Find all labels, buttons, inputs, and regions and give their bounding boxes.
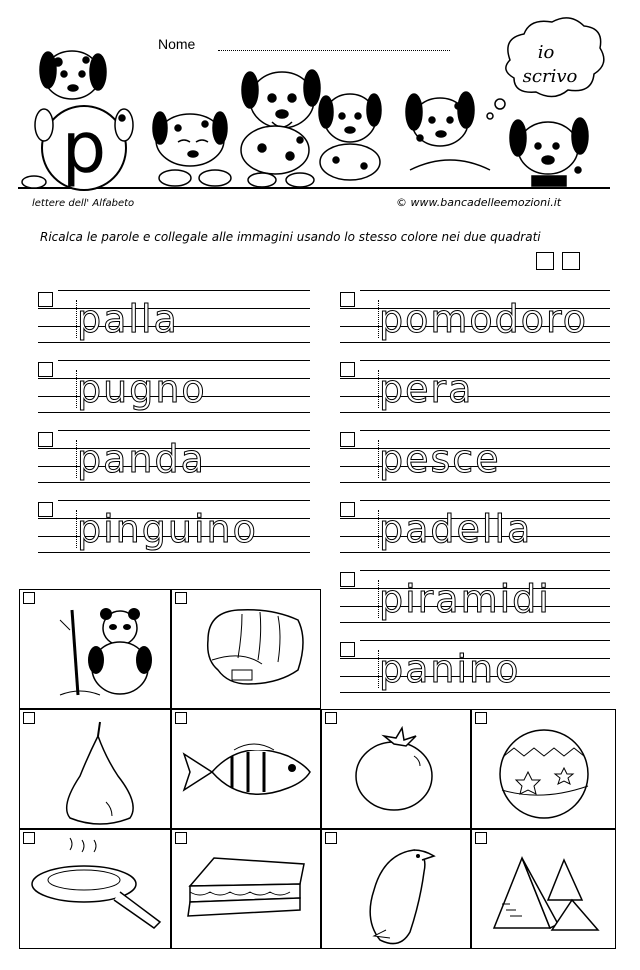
pyramids-icon <box>472 830 617 950</box>
picture-cell[interactable] <box>19 829 171 949</box>
credit-left: lettere dell' Alfabeto <box>32 198 135 209</box>
trace-word[interactable]: pesce <box>379 437 501 481</box>
writing-line <box>58 290 310 291</box>
picture-cell[interactable] <box>171 589 321 709</box>
trace-word[interactable]: pera <box>379 367 474 411</box>
ball-icon <box>472 710 617 830</box>
writing-line <box>360 500 610 501</box>
instruction-text: Ricalca le parole e collegale alle immagini usando lo stesso colore nei due quadrati <box>40 230 541 244</box>
writing-line <box>360 570 610 571</box>
writing-line <box>58 360 310 361</box>
picture-cell[interactable] <box>171 829 321 949</box>
penguin-icon <box>322 830 472 950</box>
picture-cell[interactable] <box>321 709 471 829</box>
writing-line <box>38 552 310 553</box>
writing-line <box>340 622 610 623</box>
writing-line <box>360 640 610 641</box>
name-field[interactable] <box>218 38 450 51</box>
writing-line <box>340 552 610 553</box>
dalmatian-puppy-icon <box>510 118 588 186</box>
word-checkbox[interactable] <box>340 432 355 447</box>
picture-cell[interactable] <box>321 829 471 949</box>
picture-cell[interactable] <box>171 709 321 829</box>
big-letter: p <box>61 107 107 189</box>
trace-word[interactable]: padella <box>379 507 533 551</box>
pan-icon <box>20 830 172 950</box>
trace-word[interactable]: panda <box>77 437 206 481</box>
word-checkbox[interactable] <box>38 292 53 307</box>
writing-line <box>38 482 310 483</box>
dalmatian-puppy-icon <box>406 92 490 170</box>
trace-word[interactable]: pugno <box>77 367 207 411</box>
trace-word[interactable]: palla <box>77 297 179 341</box>
color-square[interactable] <box>536 252 554 270</box>
trace-word[interactable]: piramidi <box>379 577 551 621</box>
dalmatian-puppy-icon <box>241 70 320 187</box>
word-checkbox[interactable] <box>340 292 355 307</box>
pear-icon <box>20 710 172 830</box>
word-checkbox[interactable] <box>38 362 53 377</box>
writing-line <box>340 412 610 413</box>
picture-cell[interactable] <box>471 829 616 949</box>
writing-line <box>360 360 610 361</box>
word-checkbox[interactable] <box>340 572 355 587</box>
word-checkbox[interactable] <box>340 642 355 657</box>
panda-icon <box>20 590 172 710</box>
sandwich-icon <box>172 830 322 950</box>
trace-word[interactable]: pinguino <box>77 507 258 551</box>
word-checkbox[interactable] <box>38 502 53 517</box>
thought-text-scrivo: scrivo <box>522 66 578 87</box>
writing-line <box>38 412 310 413</box>
dalmatian-puppy-icon <box>153 112 231 186</box>
picture-cell[interactable] <box>19 709 171 829</box>
color-square[interactable] <box>562 252 580 270</box>
fish-icon <box>172 710 322 830</box>
header-illustration <box>0 0 640 200</box>
writing-line <box>340 692 610 693</box>
name-label: Nome <box>158 36 196 52</box>
picture-cell[interactable] <box>19 589 171 709</box>
fist-icon <box>172 590 322 710</box>
tomato-icon <box>322 710 472 830</box>
credit-right: © www.bancadelleemozioni.it <box>396 196 562 209</box>
writing-line <box>360 290 610 291</box>
word-checkbox[interactable] <box>38 432 53 447</box>
writing-line <box>58 430 310 431</box>
writing-line <box>360 430 610 431</box>
word-checkbox[interactable] <box>340 362 355 377</box>
writing-line <box>340 342 610 343</box>
writing-line <box>340 482 610 483</box>
dalmatian-puppy-icon <box>319 94 381 180</box>
writing-line <box>38 342 310 343</box>
picture-cell[interactable] <box>471 709 616 829</box>
word-checkbox[interactable] <box>340 502 355 517</box>
writing-line <box>58 500 310 501</box>
thought-text-io: io <box>537 42 555 63</box>
trace-word[interactable]: pomodoro <box>379 297 589 341</box>
trace-word[interactable]: panino <box>379 647 521 691</box>
